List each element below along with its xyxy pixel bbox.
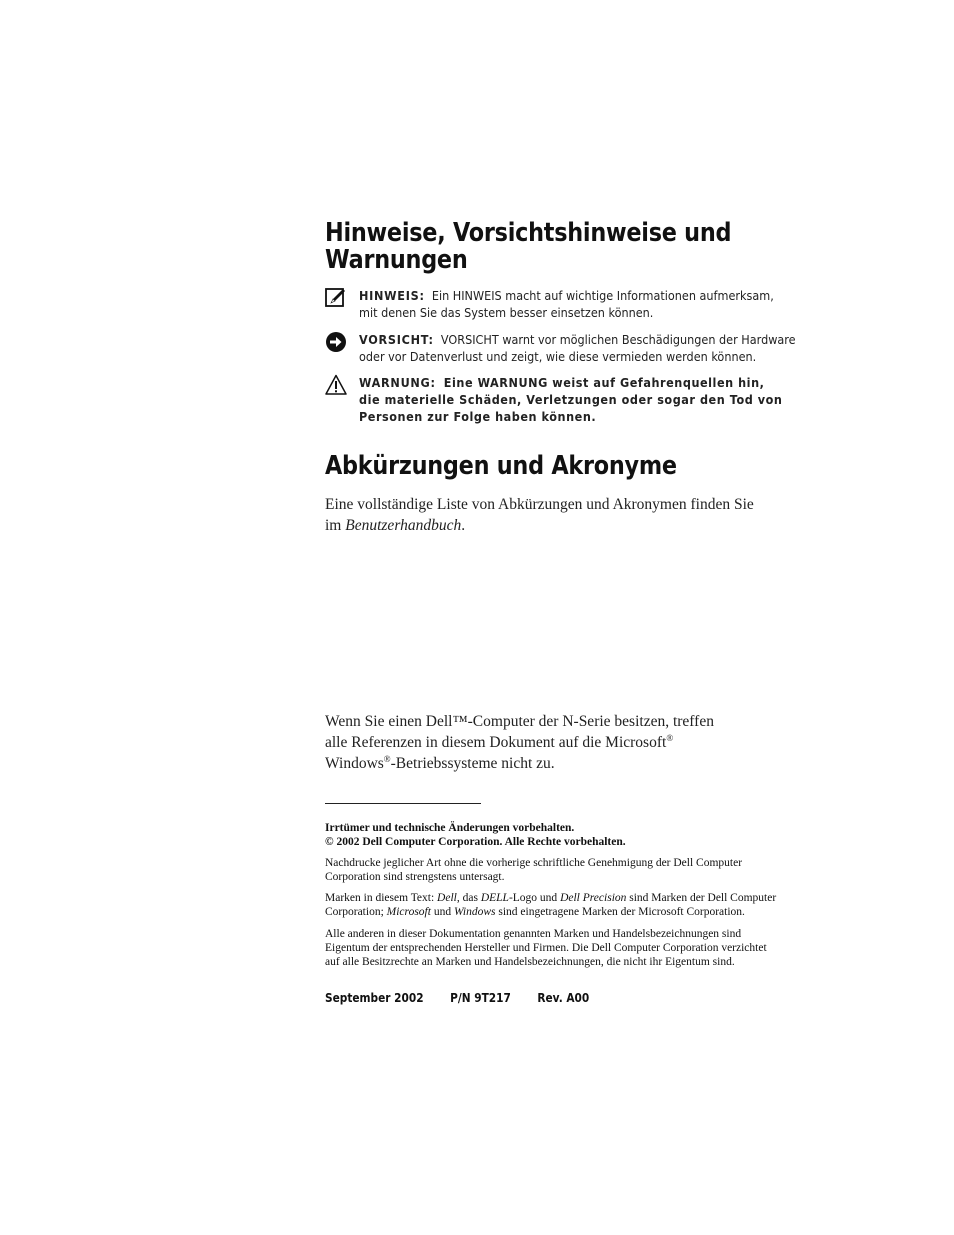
pencil-note-icon [325, 287, 347, 309]
tm-text-b: , das [456, 892, 481, 904]
legal-line-1: Irrtümer und technische Änderungen vorbehalten. [325, 822, 575, 834]
hinweis-line-1: Ein HINWEIS macht auf wichtige Informationen aufmerksam, [431, 288, 774, 303]
abbrev-line-1: Eine vollständige Liste von Abkürzungen und Akronymen finden Sie [325, 496, 754, 513]
nseries-line-3a: Windows [325, 755, 384, 772]
reprint-line-1: Nachdrucke jeglicher Art ohne die vorherige schriftliche Genehmigung der Dell Computer [325, 857, 743, 869]
reprint-line-2: Corporation sind strengstens untersagt. [325, 871, 505, 883]
other-line-2: Eigentum der entsprechenden Hersteller und Firmen. Die Dell Computer Corporation verzichtet [325, 942, 767, 954]
legal-reprint [325, 856, 815, 884]
warnung-label: WARNUNG: [359, 375, 436, 390]
tm-windows: Windows [453, 906, 496, 918]
vorsicht-line-2: oder vor Datenverlust und zeigt, wie diese vermieden werden können. [359, 349, 757, 364]
footer-revision: Rev. A00 [537, 991, 590, 1005]
legal-notice-bold [325, 821, 815, 849]
registered-mark: ® [383, 753, 391, 764]
legal-line-2: © 2002 Dell Computer Corporation. Alle Rechte vorbehalten. [325, 836, 626, 848]
warnung-line-3: Personen zur Folge haben können. [359, 409, 597, 424]
user-guide-title: Benutzerhandbuch [345, 517, 462, 534]
title-line-2: Warnungen [325, 245, 468, 275]
nseries-line-3b: -Betriebssysteme nicht zu. [390, 755, 555, 772]
note-warnung [325, 374, 825, 425]
warnung-line-2: die materielle Schäden, Verletzungen oder sogar den Tod von [359, 392, 783, 407]
registered-mark: ® [666, 732, 674, 743]
tm-text-f: und [430, 906, 454, 918]
hinweis-text [359, 287, 845, 321]
nseries-paragraph [325, 711, 755, 774]
other-line-1: Alle anderen in dieser Dokumentation genannten Marken und Handelsbezeichnungen sind [325, 928, 742, 940]
tm-text-e: Corporation; [325, 906, 387, 918]
footer-part-number: P/N 9T217 [450, 991, 511, 1005]
other-line-3: auf alle Besitzrechte an Marken und Handelsbezeichnungen, die nicht ihr Eigentum sind. [325, 956, 735, 968]
abbrev-line-2-suffix: . [461, 517, 466, 534]
document-footer [325, 991, 612, 1005]
vorsicht-label: VORSICHT: [359, 332, 434, 347]
tm-text-a: Marken in diesem Text: [325, 892, 438, 904]
tm-text-c: -Logo und [508, 892, 561, 904]
tm-text-g: sind eingetragene Marken der Microsoft Corporation. [495, 906, 745, 918]
hinweis-line-2: mit denen Sie das System besser einsetzen können. [359, 305, 654, 320]
legal-trademarks [325, 891, 815, 919]
tm-dell: Dell [437, 892, 457, 904]
nseries-line-2: alle Referenzen in diesem Dokument auf die Microsoft [325, 734, 667, 751]
abbreviations-paragraph [325, 494, 795, 536]
footer-date: September 2002 [325, 991, 424, 1005]
warnung-text [359, 374, 845, 425]
vorsicht-line-1: VORSICHT warnt vor möglichen Beschädigungen der Hardware [440, 332, 796, 347]
title-line-1: Hinweise, Vorsichtshinweise und [325, 218, 732, 248]
note-vorsicht [325, 331, 825, 365]
nseries-line-1: Wenn Sie einen Dell™-Computer der N-Serie besitzen, treffen [325, 713, 714, 730]
tm-text-d: sind Marken der Dell Computer [626, 892, 777, 904]
tm-dell-logo: DELL [480, 892, 509, 904]
tm-microsoft: Microsoft [386, 906, 431, 918]
note-hinweis [325, 287, 825, 321]
tm-dell-precision: Dell Precision [560, 892, 627, 904]
legal-other-marks [325, 927, 815, 969]
abbrev-line-2-prefix: im [325, 517, 346, 534]
divider-rule [325, 803, 481, 804]
warnung-line-1: Eine WARNUNG weist auf Gefahrenquellen hin, [443, 375, 765, 390]
warning-triangle-icon [325, 374, 347, 396]
section-title-abbreviations: Abkürzungen und Akronyme [325, 451, 677, 481]
section-title-notices [325, 220, 755, 274]
hinweis-label: HINWEIS: [359, 288, 425, 303]
vorsicht-text [359, 331, 845, 365]
arrow-circle-icon [325, 331, 347, 353]
